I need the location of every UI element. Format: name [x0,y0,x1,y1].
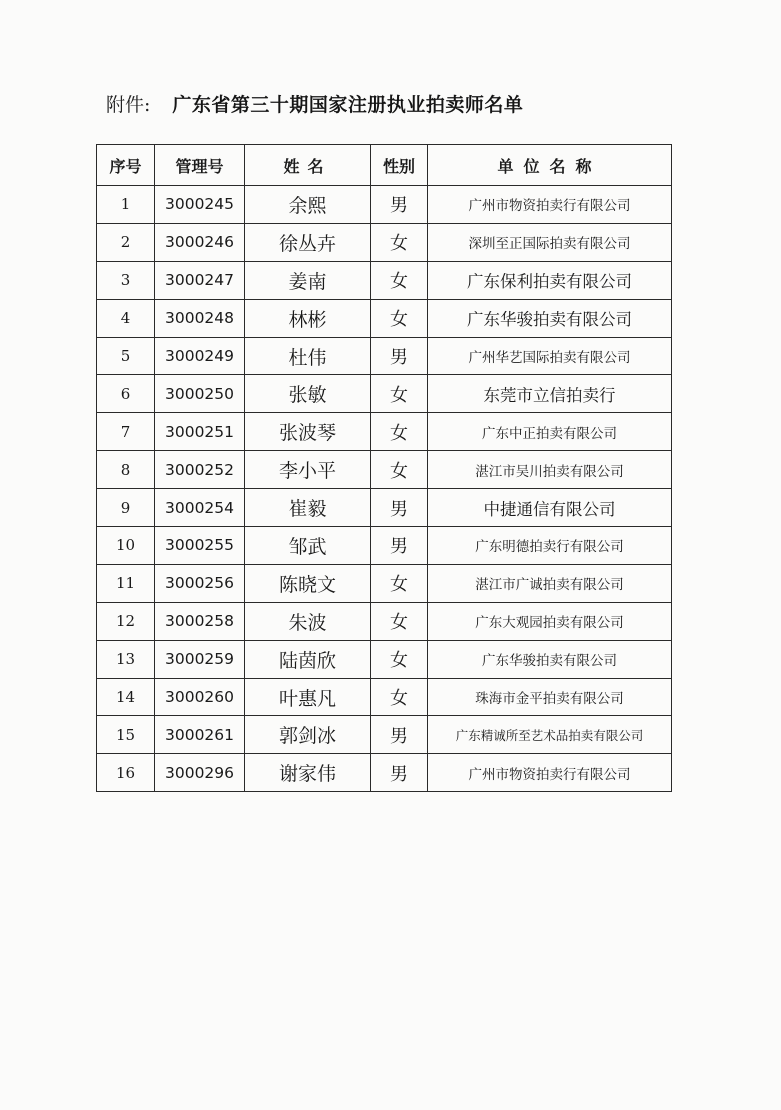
cell-mgmt-no: 3000252 [155,451,245,489]
cell-mgmt-no: 3000259 [155,640,245,678]
cell-seq: 6 [97,375,155,413]
table-row [97,451,672,489]
column-header-mgmt-no: 管理号 [155,145,245,186]
cell-gender: 女 [371,375,428,413]
cell-mgmt-no: 3000250 [155,375,245,413]
cell-gender: 女 [371,299,428,337]
cell-name: 郭剑冰 [245,716,371,754]
table-row [97,261,672,299]
table-row [97,337,672,375]
cell-unit: 湛江市吴川拍卖有限公司 [428,451,672,489]
cell-mgmt-no: 3000247 [155,261,245,299]
cell-unit: 湛江市广诚拍卖有限公司 [428,564,672,602]
cell-mgmt-no: 3000245 [155,186,245,224]
column-header-name: 姓名 [245,145,371,186]
cell-gender: 女 [371,640,428,678]
cell-gender: 女 [371,602,428,640]
table-header-row [97,145,672,186]
cell-name: 林彬 [245,299,371,337]
cell-name: 姜南 [245,261,371,299]
cell-mgmt-no: 3000254 [155,489,245,527]
cell-name: 谢家伟 [245,754,371,792]
cell-seq: 16 [97,754,155,792]
cell-name: 杜伟 [245,337,371,375]
table-row [97,489,672,527]
cell-unit: 珠海市金平拍卖有限公司 [428,678,672,716]
cell-mgmt-no: 3000255 [155,527,245,565]
cell-unit: 中捷通信有限公司 [428,489,672,527]
cell-gender: 男 [371,527,428,565]
cell-unit: 广东华骏拍卖有限公司 [428,299,672,337]
cell-seq: 1 [97,186,155,224]
cell-gender: 女 [371,261,428,299]
cell-unit: 广东华骏拍卖有限公司 [428,640,672,678]
cell-mgmt-no: 3000248 [155,299,245,337]
cell-seq: 13 [97,640,155,678]
cell-unit: 广东明德拍卖行有限公司 [428,527,672,565]
cell-gender: 女 [371,564,428,602]
table-row [97,716,672,754]
cell-unit: 广东保利拍卖有限公司 [428,261,672,299]
auctioneer-roster-table [96,144,672,792]
attachment-label: 附件: [106,93,151,116]
cell-seq: 5 [97,337,155,375]
table-row [97,375,672,413]
page-title: 广东省第三十期国家注册执业拍卖师名单 [172,93,524,116]
cell-name: 朱波 [245,602,371,640]
cell-mgmt-no: 3000256 [155,564,245,602]
cell-mgmt-no: 3000258 [155,602,245,640]
cell-name: 邹武 [245,527,371,565]
cell-unit: 广州市物资拍卖行有限公司 [428,754,672,792]
cell-name: 张敏 [245,375,371,413]
cell-mgmt-no: 3000251 [155,413,245,451]
cell-name: 余熙 [245,186,371,224]
cell-seq: 15 [97,716,155,754]
table-row [97,299,672,337]
table-row [97,186,672,224]
cell-unit: 深圳至正国际拍卖有限公司 [428,223,672,261]
cell-unit: 广东大观园拍卖有限公司 [428,602,672,640]
cell-seq: 14 [97,678,155,716]
table-row [97,754,672,792]
cell-unit: 广州市物资拍卖行有限公司 [428,186,672,224]
cell-name: 叶惠凡 [245,678,371,716]
table-row [97,223,672,261]
cell-gender: 男 [371,489,428,527]
column-header-gender: 性别 [371,145,428,186]
table-row [97,527,672,565]
cell-name: 陈晓文 [245,564,371,602]
page-header [106,86,523,120]
cell-gender: 女 [371,451,428,489]
table-row [97,602,672,640]
cell-name: 崔毅 [245,489,371,527]
table-row [97,564,672,602]
cell-name: 陆茵欣 [245,640,371,678]
cell-unit: 广东精诚所至艺术品拍卖有限公司 [428,716,672,754]
cell-seq: 7 [97,413,155,451]
cell-gender: 女 [371,413,428,451]
cell-name: 徐丛卉 [245,223,371,261]
cell-gender: 女 [371,678,428,716]
cell-seq: 4 [97,299,155,337]
cell-seq: 10 [97,527,155,565]
cell-name: 张波琴 [245,413,371,451]
cell-unit: 广东中正拍卖有限公司 [428,413,672,451]
cell-gender: 男 [371,754,428,792]
cell-seq: 8 [97,451,155,489]
cell-name: 李小平 [245,451,371,489]
cell-gender: 男 [371,337,428,375]
table-row [97,413,672,451]
cell-mgmt-no: 3000246 [155,223,245,261]
cell-gender: 女 [371,223,428,261]
cell-mgmt-no: 3000261 [155,716,245,754]
table-row [97,640,672,678]
cell-mgmt-no: 3000296 [155,754,245,792]
column-header-seq: 序号 [97,145,155,186]
cell-gender: 男 [371,186,428,224]
cell-unit: 广州华艺国际拍卖有限公司 [428,337,672,375]
cell-seq: 12 [97,602,155,640]
cell-seq: 2 [97,223,155,261]
cell-mgmt-no: 3000249 [155,337,245,375]
cell-gender: 男 [371,716,428,754]
table-row [97,678,672,716]
cell-unit: 东莞市立信拍卖行 [428,375,672,413]
column-header-unit: 单位名称 [428,145,672,186]
cell-seq: 3 [97,261,155,299]
cell-seq: 11 [97,564,155,602]
cell-mgmt-no: 3000260 [155,678,245,716]
cell-seq: 9 [97,489,155,527]
